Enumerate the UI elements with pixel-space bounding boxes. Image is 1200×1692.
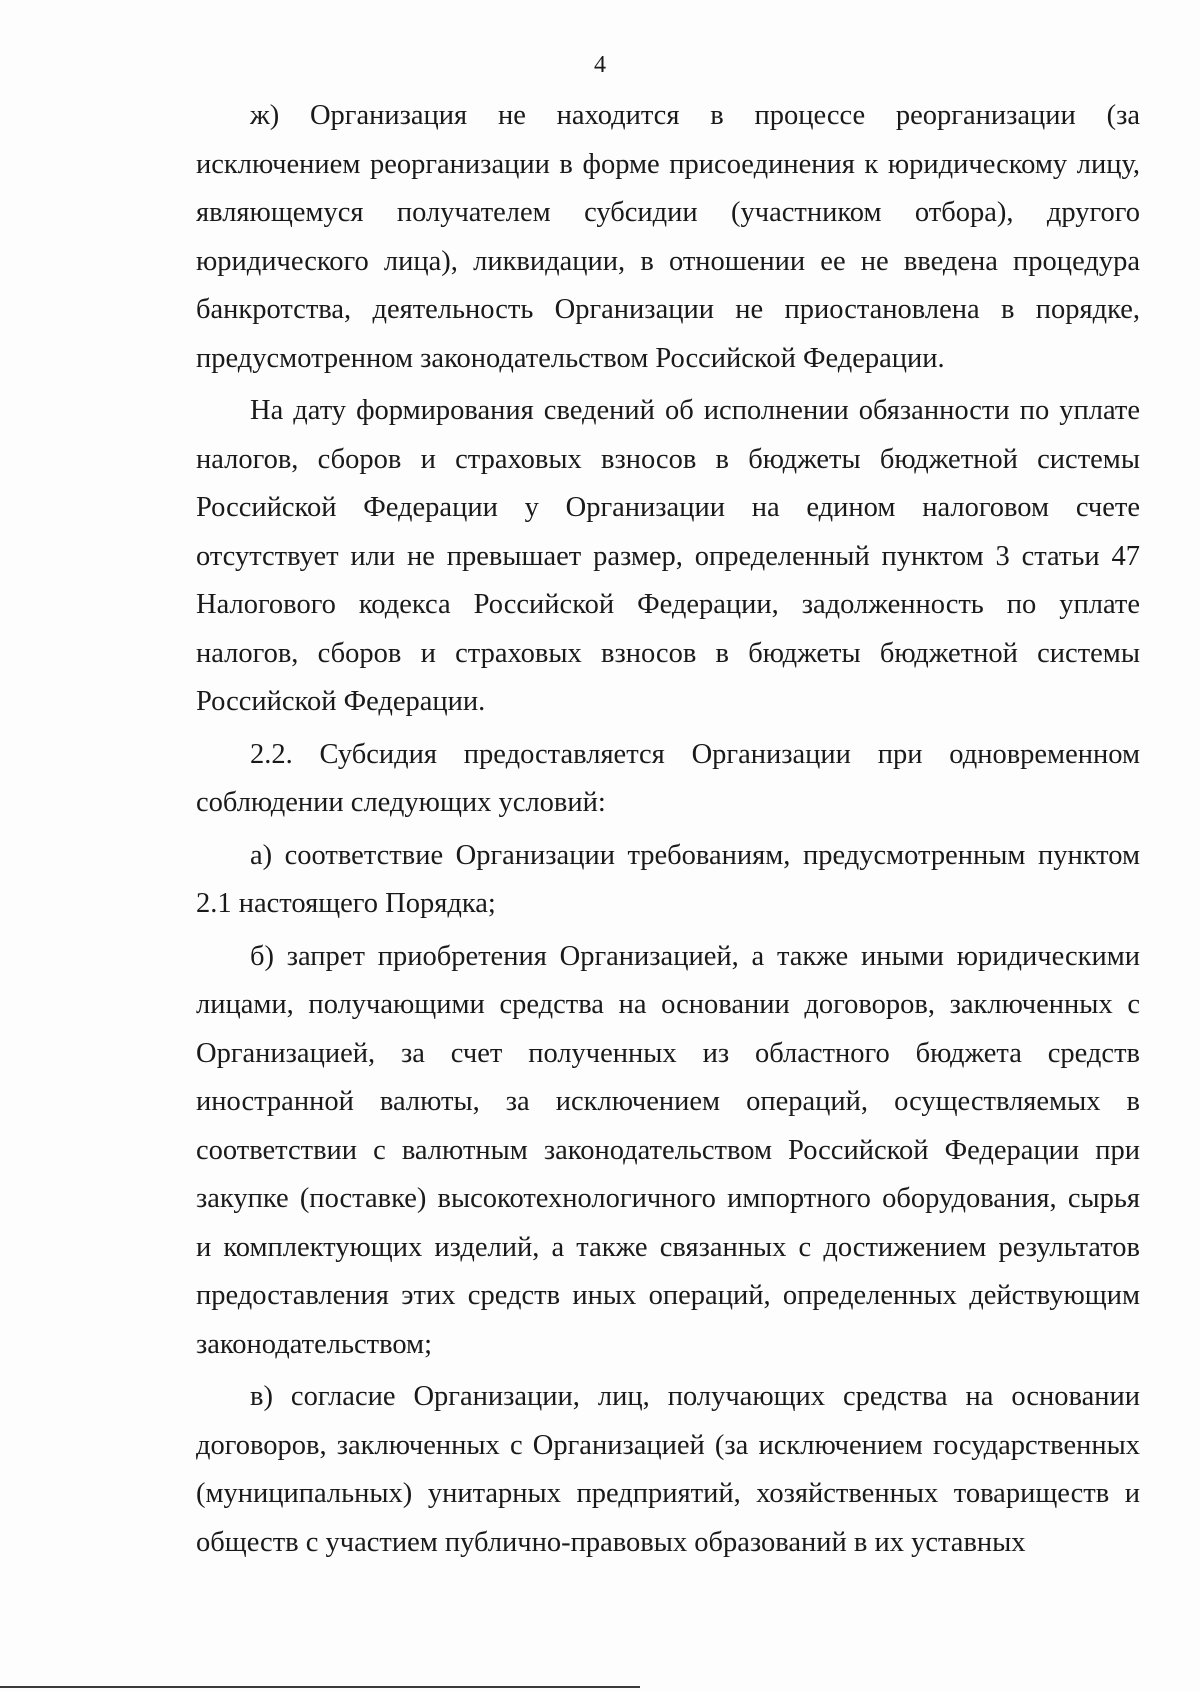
paragraph-v: в) согласие Организации, лиц, получающих средства на основании договоров, заключенных с Организацией (за исключением государственных (муниципальных) унитарных предприятий, хозяйственных товариществ и обществ с участием публично-правовых образований в их уставных	[196, 1381, 1140, 1558]
paragraph-b: б) запрет приобретения Организацией, а также иными юридическими лицами, получающими средства на основании договоров, заключенных с Организацией, за счет полученных из областного бюджета средств иностранной валюты, за исключением операций, осуществляемых в соответствии с валютным законодательством Российской Федерации при закупке (поставке) высокотехнологичного импортного оборудования, сырья и комплектующих изделий, а также связанных с достижением результатов предоставления этих средств иных операций, определенных действующим законодательством;	[196, 940, 1140, 1360]
paragraph-tax-debt: На дату формирования сведений об исполнении обязанности по уплате налогов, сборов и страховых взносов в бюджеты бюджетной системы Российской Федерации у Организации на едином налоговом счете отсутствует или не превышает размер, определенный пунктом 3 статьи 47 Налогового кодекса Российской Федерации, задолженность по уплате налогов, сборов и страховых взносов в бюджеты бюджетной системы Российской Федерации.	[196, 395, 1140, 717]
paragraph-zh: ж) Организация не находится в процессе реорганизации (за исключением реорганизации в форме присоединения к юридическому лицу, являющемуся получателем субсидии (участником отбора), другого юридического лица), ликвидации, в отношении ее не введена процедура банкротства, деятельность Организации не приостановлена в порядке, предусмотренном законодательством Российской Федерации.	[196, 100, 1140, 374]
paragraph-2-2: 2.2. Субсидия предоставляется Организации при одновременном соблюдении следующих условий:	[196, 738, 1140, 818]
paragraph-a: а) соответствие Организации требованиям, предусмотренным пунктом 2.1 настоящего Порядка;	[196, 839, 1140, 919]
page-number: 4	[594, 52, 606, 78]
bottom-rule-line	[0, 1686, 640, 1688]
body-text	[196, 92, 1140, 1571]
